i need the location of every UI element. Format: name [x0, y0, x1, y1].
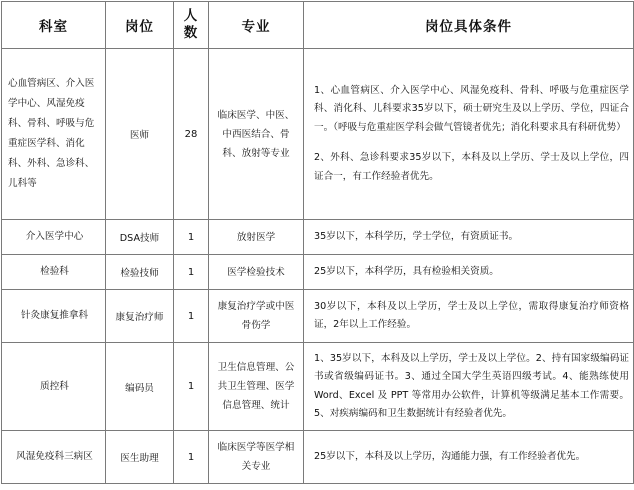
position-cell: 编码员 — [106, 343, 174, 431]
header-row — [2, 2, 634, 49]
major-cell: 临床医学、中医、中西医结合、骨科、放射等专业 — [209, 49, 304, 220]
count-cell: 1 — [174, 255, 209, 290]
major-cell: 医学检验技术 — [209, 255, 304, 290]
position-cell: 检验技师 — [106, 255, 174, 290]
table-row — [2, 290, 634, 343]
table-row — [2, 49, 634, 220]
major-cell: 康复治疗学或中医骨伤学 — [209, 290, 304, 343]
dept-cell: 针灸康复推拿科 — [2, 290, 106, 343]
table-row — [2, 255, 634, 290]
conditions-cell — [304, 255, 634, 290]
position-cell: 医师 — [106, 49, 174, 220]
conditions-cell — [304, 290, 634, 343]
header-major: 专业 — [209, 2, 304, 49]
dept-cell: 心血管病区、介入医学中心、风湿免疫科、骨科、呼吸与危重症医学科、消化科、外科、急诊科、儿科等 — [2, 49, 106, 220]
condition-paragraph: 1、35岁以下，本科及以上学历，学士及以上学位。2、持有国家级编码证书或省级编码证书。3、通过全国大学生英语四级考试。4、能熟练使用 Word、Excel 及 PPT 等常用办公软件，计算机等级满足基本工作需要。5、对疾病编码和卫生数据统计有经验者优先。 — [314, 352, 629, 419]
dept-cell: 检验科 — [2, 255, 106, 290]
count-cell: 28 — [174, 49, 209, 220]
header-count: 人数 — [174, 2, 209, 49]
dept-cell: 质控科 — [2, 343, 106, 431]
conditions-cell — [304, 343, 634, 431]
count-cell: 1 — [174, 290, 209, 343]
condition-paragraph: 35岁以下，本科学历，学士学位，有资质证书。 — [314, 230, 519, 242]
position-cell: 康复治疗师 — [106, 290, 174, 343]
conditions-cell — [304, 49, 634, 220]
table-row — [2, 220, 634, 255]
recruitment-table — [1, 1, 634, 484]
major-cell: 临床医学等医学相关专业 — [209, 431, 304, 484]
count-cell: 1 — [174, 343, 209, 431]
conditions-cell — [304, 220, 634, 255]
header-conditions: 岗位具体条件 — [304, 2, 634, 49]
count-cell: 1 — [174, 220, 209, 255]
dept-cell: 风湿免疫科三病区 — [2, 431, 106, 484]
table-row — [2, 431, 634, 484]
major-cell: 放射医学 — [209, 220, 304, 255]
condition-paragraph: 1、心血管病区、介入医学中心、风湿免疫科、骨科、呼吸与危重症医学科、消化科、儿科要求35岁以下，硕士研究生及以上学历、学位，四证合一。（呼吸与危重症医学科会做气管镜者优先；消化科要求具有科研优势） — [314, 84, 629, 133]
dept-cell: 介入医学中心 — [2, 220, 106, 255]
header-dept: 科室 — [2, 2, 106, 49]
conditions-cell — [304, 431, 634, 484]
table-row — [2, 343, 634, 431]
condition-paragraph: 2、外科、急诊科要求35岁以下，本科及以上学历、学士及以上学位，四证合一，有工作经验者优先。 — [314, 152, 629, 182]
position-cell: DSA技师 — [106, 220, 174, 255]
header-position: 岗位 — [106, 2, 174, 49]
condition-paragraph: 25岁以下，本科及以上学历，沟通能力强，有工作经验者优先。 — [314, 450, 586, 462]
condition-paragraph: 30岁以下，本科及以上学历，学士及以上学位，需取得康复治疗师资格证，2年以上工作经验。 — [314, 300, 629, 330]
count-cell: 1 — [174, 431, 209, 484]
condition-paragraph: 25岁以下，本科学历，具有检验相关资质。 — [314, 265, 499, 277]
position-cell: 医生助理 — [106, 431, 174, 484]
major-cell: 卫生信息管理、公共卫生管理、医学信息管理、统计 — [209, 343, 304, 431]
